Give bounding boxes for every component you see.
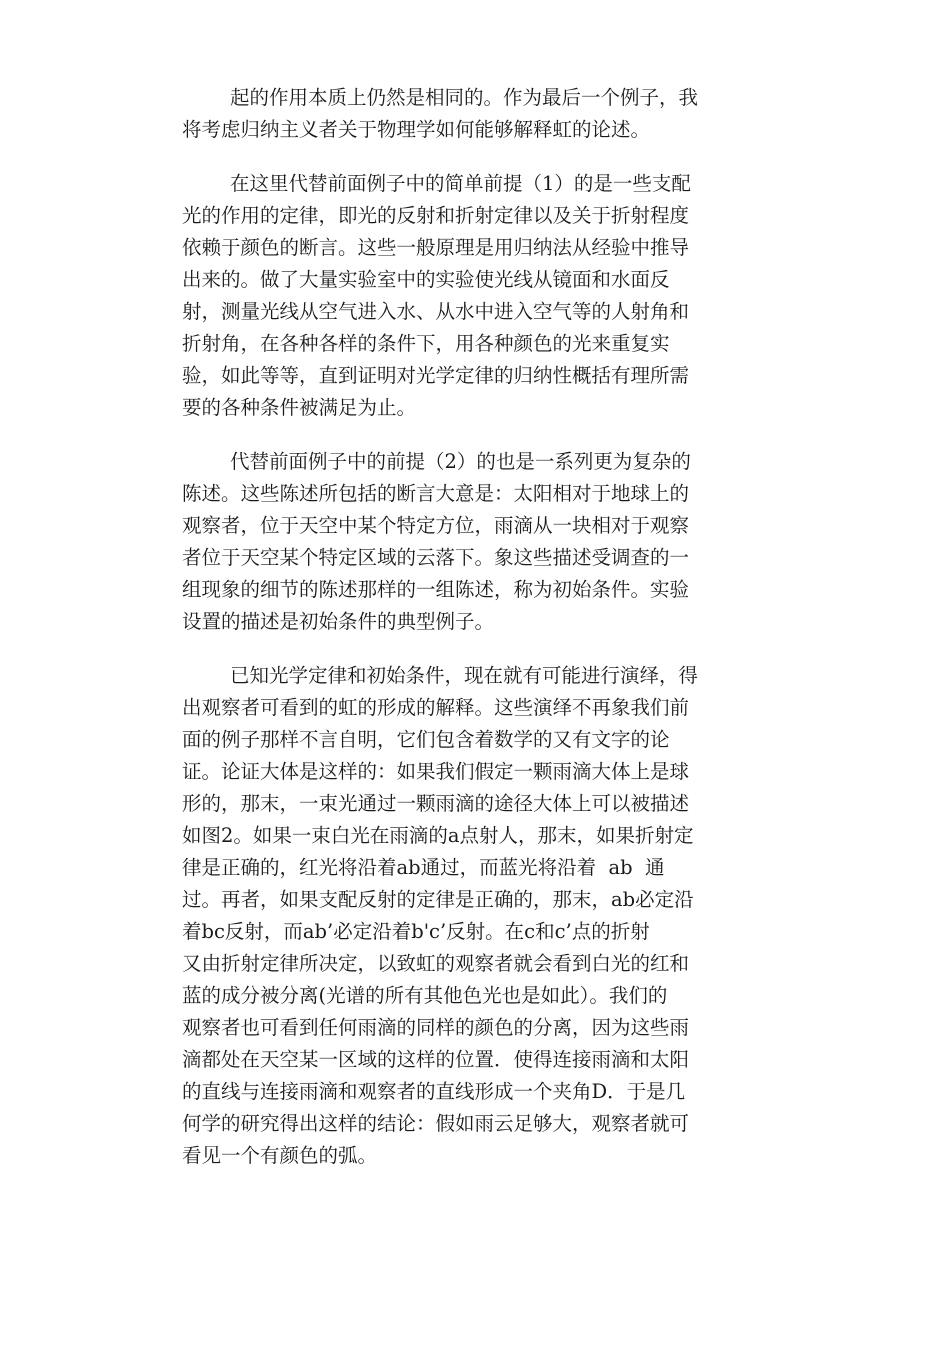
text-line: 起的作用本质上仍然是相同的。作为最后一个例子，我 — [230, 86, 699, 109]
text-line: 陈述。这些陈述所包括的断言大意是：太阳相对于地球上的 — [182, 482, 690, 505]
text-line: 已知光学定律和初始条件，现在就有可能进行演绎，得 — [230, 664, 699, 687]
text-line: 观察者，位于天空中某个特定方位，雨滴从一块相对于观察 — [182, 514, 690, 537]
text-line: 依赖于颜色的断言。这些一般原理是用归纳法从经验中推导 — [182, 236, 690, 259]
text-line: 的直线与连接雨滴和观察者的直线形成一个夹角D．于是几 — [182, 1080, 686, 1103]
text-line: 验，如此等等，直到证明对光学定律的归纳性概括有理所需 — [182, 364, 690, 387]
text-line: 又由折射定律所决定，以致虹的观察者就会看到白光的红和 — [182, 952, 690, 975]
text-line: 蓝的成分被分离(光谱的所有其他色光也是如此）。我们的 — [182, 984, 668, 1007]
text-line: 组现象的细节的陈述那样的一组陈述，称为初始条件。实验 — [182, 578, 690, 601]
text-line: 过。再者，如果支配反射的定律是正确的，那末，ab必定沿 — [182, 888, 694, 911]
body-text — [182, 82, 772, 1194]
text-line: 着bc反射，而ab’必定沿着b'c’反射。在c和c’点的折射 — [182, 920, 650, 943]
text-line: 何学的研究得出这样的结论：假如雨云足够大，观察者就可 — [182, 1112, 690, 1135]
text-line: 设置的描述是初始条件的典型例子。 — [182, 610, 495, 633]
text-line: 者位于天空某个特定区域的云落下。象这些描述受调查的一 — [182, 546, 690, 569]
paragraph-2 — [182, 168, 772, 424]
text-line: 将考虑归纳主义者关于物理学如何能够解释虹的论述。 — [182, 118, 651, 141]
paragraph-3 — [182, 446, 772, 638]
text-line: 要的各种条件被满足为止。 — [182, 396, 417, 419]
text-line: 光的作用的定律，即光的反射和折射定律以及关于折射程度 — [182, 204, 690, 227]
text-line: 形的，那末，一束光通过一颗雨滴的途径大体上可以被描述 — [182, 792, 690, 815]
text-line: 观察者也可看到任何雨滴的同样的颜色的分离，因为这些雨 — [182, 1016, 690, 1039]
text-line: 律是正确的，红光将沿着ab通过，而蓝光将沿着 ab 通 — [182, 856, 665, 879]
text-line: 证。论证大体是这样的：如果我们假定一颗雨滴大体上是球 — [182, 760, 690, 783]
text-line: 代替前面例子中的前提（2）的也是一系列更为复杂的 — [230, 450, 691, 473]
text-line: 出来的。做了大量实验室中的实验使光线从镜面和水面反 — [182, 268, 670, 291]
paragraph-1 — [182, 82, 772, 146]
text-line: 在这里代替前面例子中的简单前提（1）的是一些支配 — [230, 172, 691, 195]
text-line: 射，测量光线从空气进入水、从水中进入空气等的人射角和 — [182, 300, 690, 323]
text-line: 折射角，在各种各样的条件下，用各种颜色的光来重复实 — [182, 332, 670, 355]
text-line: 看见一个有颜色的弧。 — [182, 1144, 378, 1167]
paragraph-4 — [182, 660, 772, 1172]
text-line: 面的例子那样不言自明，它们包含着数学的又有文字的论 — [182, 728, 670, 751]
text-line: 出观察者可看到的虹的形成的解释。这些演绎不再象我们前 — [182, 696, 690, 719]
text-line: 如图2。如果一束白光在雨滴的a点射人，那末，如果折射定 — [182, 824, 694, 847]
text-line: 滴都处在天空某一区域的这样的位置．使得连接雨滴和太阳 — [182, 1048, 690, 1071]
